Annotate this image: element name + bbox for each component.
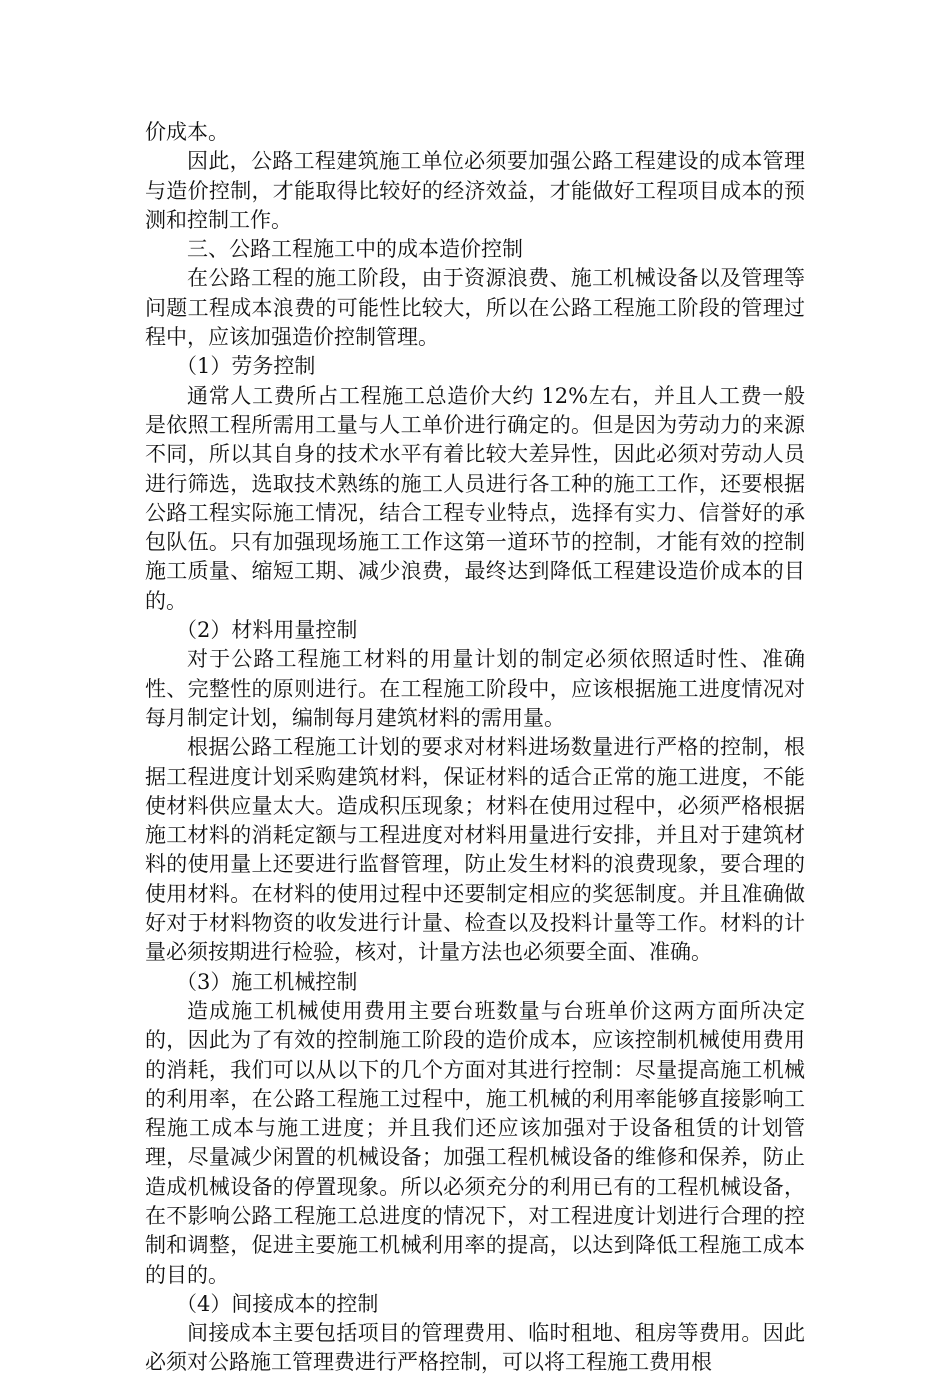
- subheading-material-control: （2）材料用量控制: [176, 618, 358, 643]
- paragraph-continuation: 价成本。: [145, 120, 229, 144]
- subheading-indirect-cost-control: （4）间接成本的控制: [176, 1291, 379, 1316]
- paragraph: 根据公路工程施工计划的要求对材料进场数量进行严格的控制，根据工程进度计划采购建筑材料，保证材料的适合正常的施工进度，不能使材料供应量太大。造成积压现象；材料在使用过程中，必须严格根据施工材料的消耗定额与工程进度对材料用量进行安排，并且对于建筑材料的使用量上还要进行监督管理，防止发生材料的浪费现象，要合理的使用材料。在材料的使用过程中还要制定相应的奖惩制度。并且准确做好对于材料物资的收发进行计量、检查以及投料计量等工作。材料的计量必须按期进行检验，核对，计量方法也必须要全面、准确。: [145, 735, 805, 965]
- paragraph: 造成施工机械使用费用主要台班数量与台班单价这两方面所决定的，因此为了有效的控制施工阶段的造价成本，应该控制机械使用费用的消耗，我们可以从以下的几个方面对其进行控制：尽量提高施工机械的利用率，在公路工程施工过程中，施工机械的利用率能够直接影响工程施工成本与施工进度；并且我们还应该加强对于设备租赁的计划管理，尽量减少闲置的机械设备；加强工程机械设备的维修和保养，防止造成机械设备的停置现象。所以必须充分的利用已有的工程机械设备，在不影响公路工程施工总进度的情况下，对工程进度计划进行合理的控制和调整，促进主要施工机械利用率的提高，以达到降低工程施工成本的目的。: [145, 998, 805, 1287]
- paragraph: 通常人工费所占工程施工总造价大约 12%左右，并且人工费一般是依照工程所需用工量与人工单价进行确定的。但是因为劳动力的来源不同，所以其自身的技术水平有着比较大差异性，因此必须对劳动人员进行筛选，选取技术熟练的施工人员进行各工种的施工工作，还要根据公路工程实际施工情况，结合工程专业特点，选择有实力、信誉好的承包队伍。只有加强现场施工工作这第一道环节的控制，才能有效的控制施工质量、缩短工期、减少浪费，最终达到降低工程建设造价成本的目的。: [145, 383, 805, 613]
- document-page: [145, 118, 805, 1378]
- paragraph: 对于公路工程施工材料的用量计划的制定必须依照适时性、准确性、完整性的原则进行。在工程施工阶段中，应该根据施工进度情况对每月制定计划，编制每月建筑材料的需用量。: [145, 647, 805, 730]
- section-heading: 三、公路工程施工中的成本造价控制: [187, 237, 523, 262]
- subheading-machinery-control: （3）施工机械控制: [176, 969, 358, 994]
- paragraph: 因此，公路工程建筑施工单位必须要加强公路工程建设的成本管理与造价控制，才能取得比较好的经济效益，才能做好工程项目成本的预测和控制工作。: [145, 149, 805, 232]
- paragraph: 在公路工程的施工阶段，由于资源浪费、施工机械设备以及管理等问题工程成本浪费的可能性比较大，所以在公路工程施工阶段的管理过程中，应该加强造价控制管理。: [145, 266, 805, 350]
- paragraph: 间接成本主要包括项目的管理费用、临时租地、租房等费用。因此必须对公路施工管理费进行严格控制，可以将工程施工费用根: [145, 1321, 805, 1375]
- subheading-labor-control: （1）劳务控制: [176, 354, 316, 379]
